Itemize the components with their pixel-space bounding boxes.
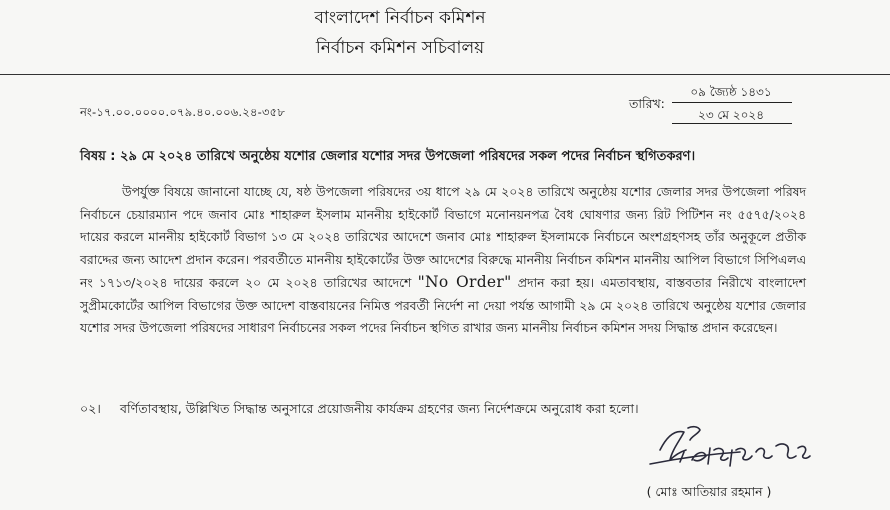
letter-body: [80, 181, 806, 340]
date-label: তারিখ:: [629, 96, 665, 111]
paragraph-1-text-b: প্রদান করা হয়। এমতাবস্থায়, বাস্তবতার নিরীখে বাংলাদেশ সুপ্রীমকোর্টের আপিল বিভাগের উক্ত আদেশ বাস্তবায়নের নিমিত্ত পরবর্তী নির্দেশ না দেয়া পর্যন্ত আগামী ২৯ মে ২০২৪ তারিখে অনুষ্ঠেয় যশোর জেলার যশোর সদর উপজেলা পরিষদের সাধারণ নির্বাচনের সকল পদের নির্বাচন স্থগিত রাখার জন্য মাননীয় নির্বাচন কমিশন সদয় সিদ্ধান্ত প্রদান করেছেন।: [80, 275, 806, 335]
header-divider: [0, 74, 890, 75]
paragraph-1-text-a: উপর্যুক্ত বিষয়ে জানানো যাচ্ছে যে, ষষ্ঠ উপজেলা পরিষদের ৩য় ধাপে ২৯ মে ২০২৪ তারিখে অনুষ্ঠেয় যশোর জেলার সদর উপজেলা পরিষদ নির্বাচনে চেয়ারম্যান পদে জনাব মোঃ শাহারুল ইসলাম মাননীয় হাইকোর্ট বিভাগে মনোনয়নপত্র বৈধ ঘোষণার জন্য রিট পিটিশন নং ৫৫৭৫/২০২৪ দায়ের করলে মাননীয় হাইকোর্ট বিভাগ ১৩ মে ২০২৪ তারিখের আদেশে জনাব মোঃ শাহারুল ইসলামকে নির্বাচনে অংশগ্রহণসহ তাঁর অনুকূলে প্রতীক বরাদ্দের জন্য আদেশ প্রদান করেন। পরবর্তীতে মাননীয় হাইকোর্টের উক্ত আদেশের বিরুদ্ধে মাননীয় নির্বাচন কমিশন মাননীয় আপিল বিভাগে সিপিএলএ নং ১৭১৩/২০২৪ দায়ের করলে ২০ মে ২০২৪ তারিখের আদেশে: [80, 184, 806, 290]
paragraph-1: [80, 181, 806, 340]
subject-line: বিষয় : ২৯ মে ২০২৪ তারিখে অনুষ্ঠেয় যশোর জেলার যশোর সদর উপজেলা পরিষদের সকল পদের নির্বাচন স্থগিতকরণ।: [80, 149, 696, 164]
paragraph-2-text: বর্ণিতাবস্থায়, উল্লিখিত সিদ্ধান্ত অনুসারে প্রয়োজনীয় কার্যক্রম গ্রহণের জন্য নির্দেশক্রমে অনুরোধ করা হলো।: [120, 401, 639, 416]
paragraph-2-number: ০২।: [80, 401, 101, 416]
secretariat-name: নির্বাচন কমিশন সচিবালয়: [315, 38, 485, 58]
handwritten-signature: [640, 420, 815, 480]
no-order-phrase: "No Order": [417, 273, 512, 291]
date-underline: [672, 123, 792, 124]
organization-name: বাংলাদেশ নির্বাচন কমিশন: [314, 8, 486, 28]
paragraph-2: [80, 398, 639, 420]
signatory-name: ( মোঃ আতিয়ার রহমান ): [646, 484, 772, 499]
letterhead: [0, 6, 800, 60]
reference-number: নং-১৭.০০.০০০০.০৭৯.৪০.০০৬.২৪-৩৫৮: [80, 105, 285, 119]
date-bangla-calendar: ০৯ জ্যৈষ্ঠ ১৪৩১: [690, 85, 772, 99]
date-gregorian: ২৩ মে ২০২৪: [698, 108, 764, 122]
date-divider: [672, 102, 792, 103]
